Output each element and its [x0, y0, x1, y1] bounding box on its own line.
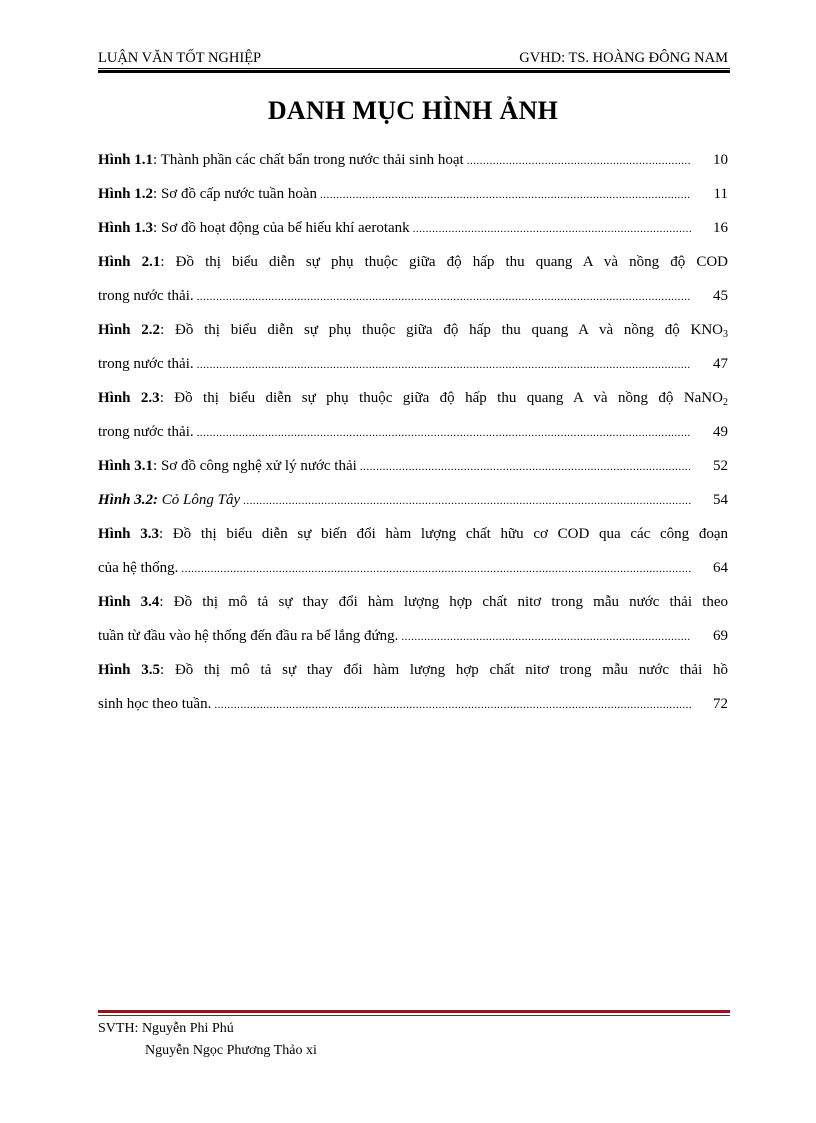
figure-caption: : Sơ đồ cấp nước tuần hoàn [153, 186, 317, 202]
page-title: DANH MỤC HÌNH ẢNH [267, 96, 559, 125]
figure-caption-continued: sinh học theo tuần. [98, 696, 212, 712]
figure-caption: : Đồ thị biểu diễn sự phụ thuộc giữa độ hấp thu quang A và nồng độ NaNO [159, 390, 723, 406]
page-number: 16 [713, 220, 728, 236]
figure-caption-line1 [98, 313, 728, 347]
figure-list-item[interactable] [98, 483, 728, 517]
figure-caption-subscript: 3 [722, 329, 728, 340]
figure-caption-line [98, 211, 728, 246]
figure-caption-line2 [98, 279, 728, 314]
header-advisor: GVHD: TS. HOÀNG ĐÔNG NAM [519, 50, 728, 66]
figure-caption: : Đồ thị mô tả sự thay đổi hàm lượng hợp chất nitơ trong mẫu nước thải hồ [160, 662, 728, 678]
page-number: 10 [713, 152, 728, 168]
figure-list-item[interactable] [98, 585, 728, 653]
figure-caption-line1 [98, 381, 728, 415]
dot-leader [181, 552, 691, 586]
figure-caption-line1 [98, 245, 728, 279]
figure-caption-continued: của hệ thống. [98, 560, 179, 576]
figure-caption: : Sơ đồ hoạt động của bể hiếu khí aerotank [153, 220, 410, 236]
figure-caption-line [98, 483, 728, 518]
figure-list-item[interactable] [98, 449, 728, 483]
dot-leader [467, 144, 691, 178]
figure-caption-line2 [98, 687, 728, 722]
figure-label: Hình 2.3 [98, 390, 160, 406]
figure-caption-continued: trong nước thải. [98, 288, 194, 304]
figure-list-item[interactable] [98, 653, 728, 721]
figure-label: Hình 3.4 [98, 594, 160, 610]
figure-caption: : Sơ đồ công nghệ xử lý nước thải [153, 458, 357, 474]
figure-label: Hình 3.2: [98, 492, 159, 508]
figure-caption-line2 [98, 551, 728, 586]
dot-leader [401, 620, 691, 654]
figure-caption-wrap [98, 449, 357, 483]
dot-leader [413, 212, 691, 246]
footer-student-2: Nguyễn Ngọc Phương Thảo xi [145, 1043, 317, 1058]
figure-list-item[interactable] [98, 177, 728, 211]
dot-leader [243, 484, 691, 518]
figure-caption: : Đồ thị mô tả sự thay đổi hàm lượng hợp chất nitơ trong mẫu nước thải theo [159, 594, 728, 610]
footer-rule-thick [98, 1010, 730, 1013]
dot-leader [320, 178, 691, 212]
figure-caption-line1 [98, 517, 728, 551]
dot-leader [197, 416, 691, 450]
running-header [98, 47, 728, 67]
footer-rule-thin [98, 1015, 730, 1016]
figure-list-item[interactable] [98, 313, 728, 381]
page-number: 54 [713, 492, 728, 508]
figure-caption-line1 [98, 653, 728, 687]
figure-label: Hình 3.3 [98, 526, 159, 542]
header-rule-thick [98, 70, 730, 73]
figure-label: Hình 1.3 [98, 220, 154, 236]
page-number: 72 [713, 696, 728, 712]
page-number: 47 [713, 356, 728, 372]
figure-label: Hình 2.2 [98, 322, 161, 338]
figure-caption: Cỏ Lông Tây [158, 492, 241, 508]
figure-caption-line2 [98, 415, 728, 450]
figure-caption-line1 [98, 585, 728, 619]
figure-label: Hình 1.2 [98, 186, 154, 202]
dot-leader [197, 348, 691, 382]
figure-caption-continued: tuần từ đầu vào hệ thống đến đầu ra bể lắng đứng. [98, 628, 399, 644]
figure-caption-continued: trong nước thải. [98, 356, 194, 372]
figure-caption: : Đồ thị biểu diễn sự biến đổi hàm lượng chất hữu cơ COD qua các công đoạn [158, 526, 728, 542]
figure-caption-wrap [98, 177, 317, 211]
header-thesis-label: LUẬN VĂN TỐT NGHIỆP [98, 50, 262, 66]
footer [98, 1018, 317, 1062]
figure-label: Hình 2.1 [98, 254, 161, 270]
figure-label: Hình 3.1 [98, 458, 154, 474]
figure-caption-line2 [98, 347, 728, 382]
footer-student-1: SVTH: Nguyễn Phi Phú [98, 1021, 234, 1036]
figure-label: Hình 3.5 [98, 662, 161, 678]
figure-caption: : Đồ thị biểu diễn sự phụ thuộc giữa độ hấp thu quang A và nồng độ KNO [160, 322, 723, 338]
page-number: 11 [713, 186, 728, 202]
figure-list-item[interactable] [98, 143, 728, 177]
figure-label: Hình 1.1 [98, 152, 154, 168]
figure-caption: : Thành phần các chất bẩn trong nước thải sinh hoạt [153, 152, 464, 168]
figure-caption-line2 [98, 619, 728, 654]
figure-list-item[interactable] [98, 381, 728, 449]
figure-caption-line [98, 449, 728, 484]
figure-caption-wrap [98, 211, 410, 245]
figure-caption: : Đồ thị biểu diễn sự phụ thuộc giữa độ hấp thu quang A và nồng độ COD [160, 254, 728, 270]
page-number: 64 [713, 560, 728, 576]
page-number: 69 [713, 628, 728, 644]
figure-caption-subscript: 2 [722, 397, 728, 408]
dot-leader [214, 688, 691, 722]
dot-leader [197, 280, 691, 314]
figure-list-item[interactable] [98, 517, 728, 585]
figure-caption-wrap [98, 143, 464, 177]
figure-caption-wrap [98, 483, 240, 517]
page-number: 49 [713, 424, 728, 440]
figure-caption-line [98, 143, 728, 178]
page-number: 52 [713, 458, 728, 474]
figure-caption-line [98, 177, 728, 212]
header-rule-thin [98, 68, 730, 69]
figure-caption-continued: trong nước thải. [98, 424, 194, 440]
dot-leader [360, 450, 691, 484]
figure-list [98, 143, 728, 721]
page-number: 45 [713, 288, 728, 304]
figure-list-item[interactable] [98, 211, 728, 245]
figure-list-item[interactable] [98, 245, 728, 313]
